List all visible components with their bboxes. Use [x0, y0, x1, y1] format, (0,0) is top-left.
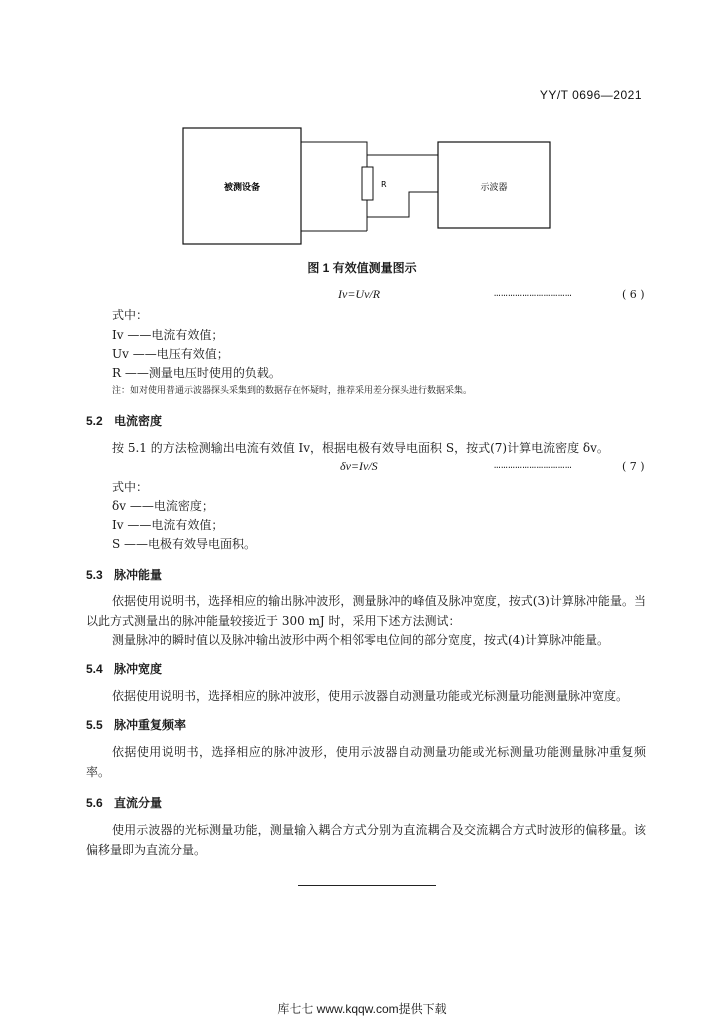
section-5-2-heading: [86, 412, 162, 429]
resistor-symbol: [362, 167, 373, 200]
oscilloscope-label: 示波器: [480, 183, 508, 193]
section-number: 5.3: [86, 568, 103, 582]
legend2-intro: 式中：: [112, 480, 149, 494]
legend1-note: 注：如对使用普通示波器探头采集到的数据存在怀疑时，推荐采用差分探头进行数据采集。: [112, 386, 473, 396]
legend1-item: R ——测量电压时使用的负载。: [112, 366, 281, 380]
section-5-3-paragraph-2: 测量脉冲的瞬时值以及脉冲输出波形中两个相邻零电位间的部分宽度，按式(4)计算脉冲能量。: [112, 633, 610, 647]
legend1-item: Uv ——电压有效值；: [112, 347, 229, 361]
wire-scope-return: [367, 192, 438, 217]
legend1-item: Iv ——电流有效值；: [112, 328, 224, 342]
section-5-2-paragraph: 按 5.1 的方法检测输出电流有效值 Iv，根据电极有效导电面积 S，按式(7)计算电流密度 δv。: [112, 441, 609, 455]
equation-7: δv=Iv/S: [340, 459, 378, 473]
legend2-item: δv ——电流密度；: [112, 499, 214, 513]
equation-6: Iv=Uv/R: [338, 287, 381, 301]
device-label: 被测设备: [223, 183, 261, 193]
legend2-item: S ——电极有效导电面积。: [112, 537, 257, 551]
section-5-6-paragraph: 使用示波器的光标测量功能，测量输入耦合方式分别为直流耦合及交流耦合方式时波形的偏移量。该偏移量即为直流分量。: [86, 823, 646, 857]
wire-top: [301, 142, 438, 155]
legend2-item: Iv ——电流有效值；: [112, 518, 224, 532]
section-title: 直流分量: [114, 796, 163, 810]
equation-6-leader: ……………………………: [494, 288, 573, 300]
measurement-diagram: [0, 0, 724, 260]
section-number: 5.4: [86, 662, 103, 676]
section-number: 5.5: [86, 718, 103, 732]
resistor-label: R: [381, 180, 387, 189]
section-number: 5.2: [86, 414, 103, 428]
section-5-5-heading: [86, 716, 186, 733]
section-number: 5.6: [86, 796, 103, 810]
section-5-3-heading: [86, 566, 162, 583]
legend1-intro: 式中：: [112, 308, 149, 322]
section-title: 脉冲重复频率: [114, 718, 187, 732]
figure-caption: 图 1 有效值测量图示: [307, 261, 417, 275]
section-5-4-heading: [86, 660, 162, 677]
section-title: 脉冲能量: [114, 568, 163, 582]
section-5-4-paragraph: 依据使用说明书，选择相应的脉冲波形，使用示波器自动测量功能或光标测量功能测量脉冲宽度。: [112, 689, 629, 703]
section-5-6-heading: [86, 794, 162, 811]
equation-6-number: ( 6 ): [622, 288, 645, 301]
end-rule: [298, 885, 436, 886]
standard-code: YY/T 0696—2021: [539, 88, 642, 102]
equation-7-number: ( 7 ): [622, 460, 645, 473]
download-footer: 库七七 www.kqqw.com提供下载: [277, 1002, 447, 1016]
section-5-5-paragraph: 依据使用说明书，选择相应的脉冲波形，使用示波器自动测量功能或光标测量功能测量脉冲重复频率。: [86, 745, 646, 779]
section-5-3-paragraph-1: 依据使用说明书，选择相应的输出脉冲波形，测量脉冲的峰值及脉冲宽度，按式(3)计算脉冲能量。当以此方式测量出的脉冲能量较接近于 300 mJ 时，采用下述方法测试：: [86, 594, 646, 628]
section-title: 电流密度: [114, 414, 163, 428]
section-title: 脉冲宽度: [114, 662, 163, 676]
equation-7-leader: ……………………………: [494, 460, 573, 472]
